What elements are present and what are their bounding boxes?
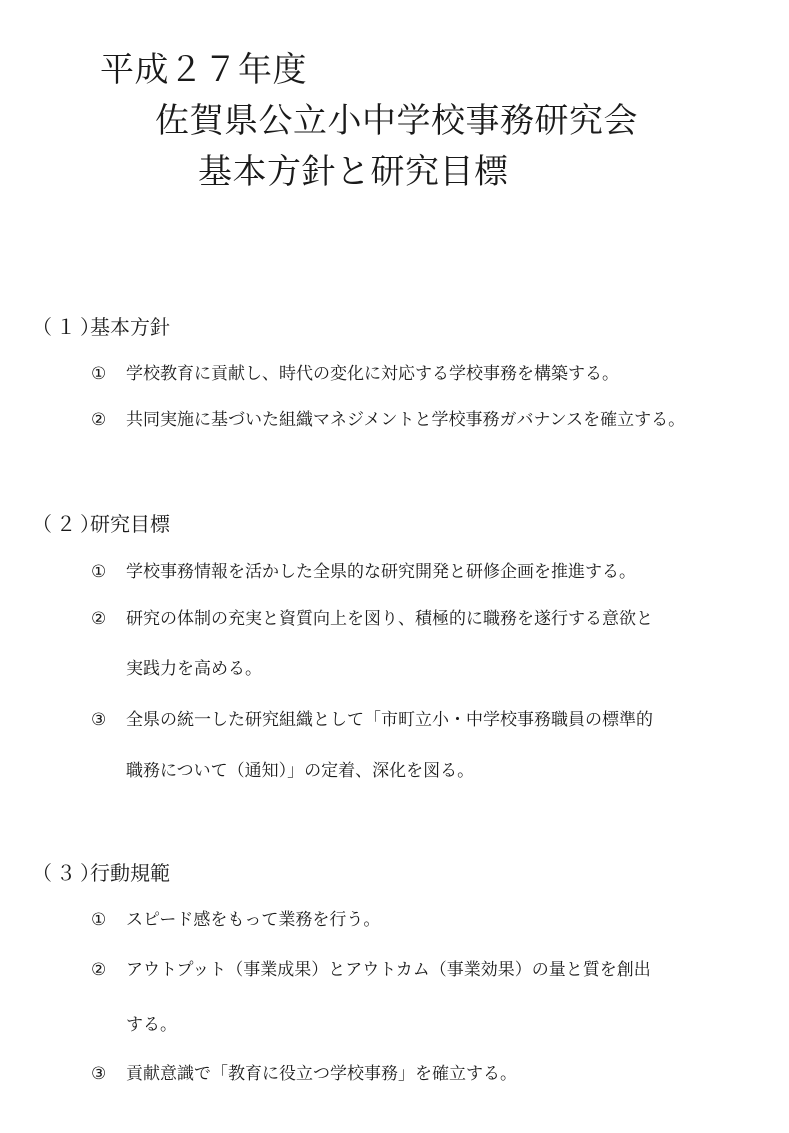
list-item — [91, 1062, 517, 1086]
section-number: （１） — [32, 315, 104, 339]
item-text: 全県の統一した研究組織として「市町立小・中学校事務職員の標準的 — [126, 710, 653, 730]
section-heading-research-goals — [32, 511, 170, 537]
item-text: アウトプット（事業成果）とアウトカム（事業効果）の量と質を創出 — [126, 960, 651, 980]
list-item — [91, 607, 653, 631]
item-text-continuation: する。 — [126, 1015, 177, 1035]
list-item — [91, 958, 651, 982]
item-text: スピード感をもって業務を行う。 — [126, 910, 381, 930]
section-title: 基本方針 — [90, 315, 170, 339]
list-item — [91, 908, 380, 932]
item-marker: ② — [91, 410, 107, 430]
document-title-organization: 佐賀県公立小中学校事務研究会 — [155, 101, 638, 141]
item-marker: ② — [91, 609, 107, 629]
list-item — [91, 560, 636, 584]
section-heading-code-of-conduct — [32, 860, 170, 886]
section-title: 研究目標 — [90, 512, 170, 536]
item-marker: ② — [91, 960, 107, 980]
section-number: （２） — [32, 512, 104, 536]
item-marker: ① — [91, 910, 107, 930]
item-marker: ① — [91, 364, 107, 384]
item-text: 学校教育に貢献し、時代の変化に対応する学校事務を構築する。 — [126, 364, 619, 384]
item-text-continuation: 職務について（通知）」の定着、深化を図る。 — [126, 761, 475, 781]
section-number: （３） — [32, 861, 104, 885]
item-text-continuation: 実践力を高める。 — [126, 659, 262, 679]
section-title: 行動規範 — [90, 861, 170, 885]
list-item — [91, 362, 619, 386]
item-marker: ① — [91, 562, 107, 582]
list-item — [91, 408, 685, 432]
document-title-subject: 基本方針と研究目標 — [198, 152, 509, 192]
item-marker: ③ — [91, 710, 107, 730]
item-text: 共同実施に基づいた組織マネジメントと学校事務ガバナンスを確立する。 — [126, 410, 686, 430]
item-text: 研究の体制の充実と資質向上を図り、積極的に職務を遂行する意欲と — [126, 609, 653, 629]
section-heading-basic-policy — [32, 314, 170, 340]
list-item — [91, 708, 653, 732]
item-text: 学校事務情報を活かした全県的な研究開発と研修企画を推進する。 — [126, 562, 636, 582]
document-title-year: 平成２７年度 — [100, 50, 307, 90]
item-text: 貢献意識で「教育に役立つ学校事務」を確立する。 — [126, 1064, 517, 1084]
item-marker: ③ — [91, 1064, 107, 1084]
